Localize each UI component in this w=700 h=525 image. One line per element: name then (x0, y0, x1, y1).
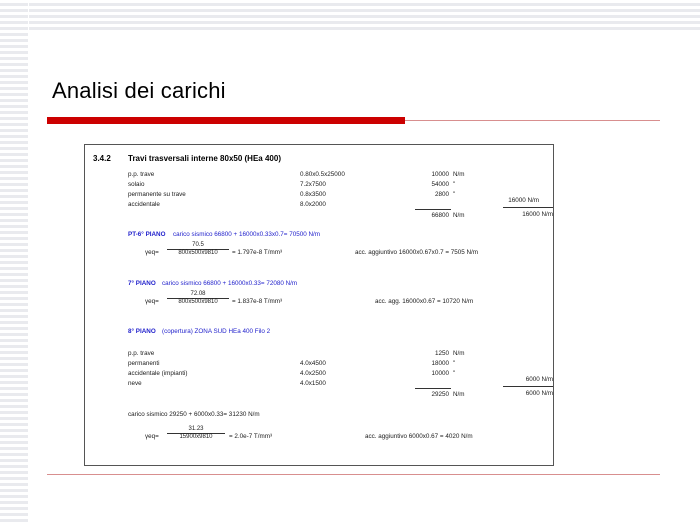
last-block-total-right: 6000 N/m (525, 390, 553, 397)
formula-symbol: γeq= (145, 249, 159, 256)
load-row-calc: 4.0x4500 (300, 360, 326, 367)
load-row-unit: N/m (453, 350, 465, 357)
formula-result: = 1.797e-8 T/mm³ (232, 249, 283, 256)
block-heading-bold: PT-6° PIANO (128, 231, 166, 238)
block-heading-bold: 7° PIANO (128, 280, 156, 287)
loads-total: 66800 (431, 212, 449, 219)
load-row-label: p.p. trave (128, 171, 155, 178)
last-block-heading-rest: (copertura) ZONA SUD HEa 400 Filo 2 (162, 328, 271, 335)
load-row-label: neve (128, 380, 142, 387)
left-stripe-band (0, 0, 29, 525)
load-row-label: permanente su trave (128, 191, 186, 198)
fraction-denominator: 15900x9810 (167, 433, 225, 441)
load-row-unit: " (453, 191, 456, 198)
block-heading-rest: carico sismico 66800 + 16000x0.33= 72080 N/m (162, 280, 298, 287)
fraction-numerator: 31.23 (188, 426, 204, 432)
load-row-value: 2800 (434, 191, 449, 198)
load-row-calc: 8.0x2000 (300, 201, 326, 208)
seismic-load-line: carico sismico 29250 + 6000x0.33= 31230 N/m (128, 411, 260, 418)
fraction-numerator: 70.5 (192, 242, 204, 248)
formula-symbol: γeq= (145, 433, 159, 440)
last-block-total: 29250 (431, 391, 449, 398)
load-row-value: 18000 (431, 360, 449, 367)
formula-fraction (167, 242, 229, 257)
fraction-denominator: 800x500x9810 (167, 249, 229, 257)
load-row-calc: 4.0x1500 (300, 380, 326, 387)
formula-result: = 2.0e-7 T/mm³ (229, 433, 273, 440)
load-row-calc: 4.0x2500 (300, 370, 326, 377)
total-rule-left (415, 209, 451, 210)
top-stripe-band (0, 0, 700, 30)
load-row-value: 1250 (434, 350, 449, 357)
load-row-label: accidentale (128, 201, 160, 208)
scanned-figure (84, 144, 554, 466)
load-row-value: 54000 (431, 181, 449, 188)
page-title: Analisi dei carichi (52, 78, 226, 103)
last-block-total-unit: N/m (453, 391, 465, 398)
load-row-value-right: 6000 N/m (525, 376, 553, 383)
block-heading-rest: carico sismico 66800 + 16000x0.33x0.7= 70500 N/m (173, 231, 321, 238)
load-row-unit: " (453, 360, 456, 367)
total-rule-right (503, 207, 553, 208)
load-row-calc: 0.80x0.5x25000 (300, 171, 345, 178)
load-row-calc: 7.2x7500 (300, 181, 326, 188)
formula-note: acc. aggiuntivo 16000x0.67x0.7 = 7505 N/m (355, 249, 479, 256)
loads-total-unit: N/m (453, 212, 465, 219)
figure-section-number: 3.4.2 (93, 154, 111, 163)
load-row-unit: " (453, 181, 456, 188)
formula-symbol: γeq= (145, 298, 159, 305)
load-row-label: p.p. trave (128, 350, 155, 357)
load-row-value-right: 16000 N/m (508, 197, 539, 204)
total-rule-left (415, 388, 451, 389)
load-row-calc: 0.8x3500 (300, 191, 326, 198)
fraction-numerator: 72.08 (190, 291, 206, 297)
fraction-denominator: 800x500x9810 (167, 298, 229, 306)
last-block-heading-bold: 8° PIANO (128, 328, 156, 335)
footer-rule (47, 474, 660, 475)
formula-result: = 1.837e-8 T/mm³ (232, 298, 283, 305)
load-row-label: solaio (128, 181, 145, 188)
formula-fraction (167, 291, 229, 306)
formula-note: acc. aggiuntivo 6000x0.67 = 4020 N/m (365, 433, 473, 440)
load-row-unit: " (453, 370, 456, 377)
load-row-value: 10000 (431, 370, 449, 377)
figure-section-title: Travi trasversali interne 80x50 (HEa 400) (128, 154, 281, 163)
load-row-unit: N/m (453, 171, 465, 178)
formula-note: acc. agg. 16000x0.67 = 10720 N/m (375, 298, 474, 305)
load-row-label: accidentale (impianti) (128, 370, 188, 377)
total-rule-right (503, 386, 553, 387)
loads-total-right: 16000 N/m (522, 211, 553, 218)
title-underline-accent (47, 117, 405, 124)
load-row-label: permanenti (128, 360, 160, 367)
formula-fraction (167, 426, 225, 441)
load-row-value: 10000 (431, 171, 449, 178)
